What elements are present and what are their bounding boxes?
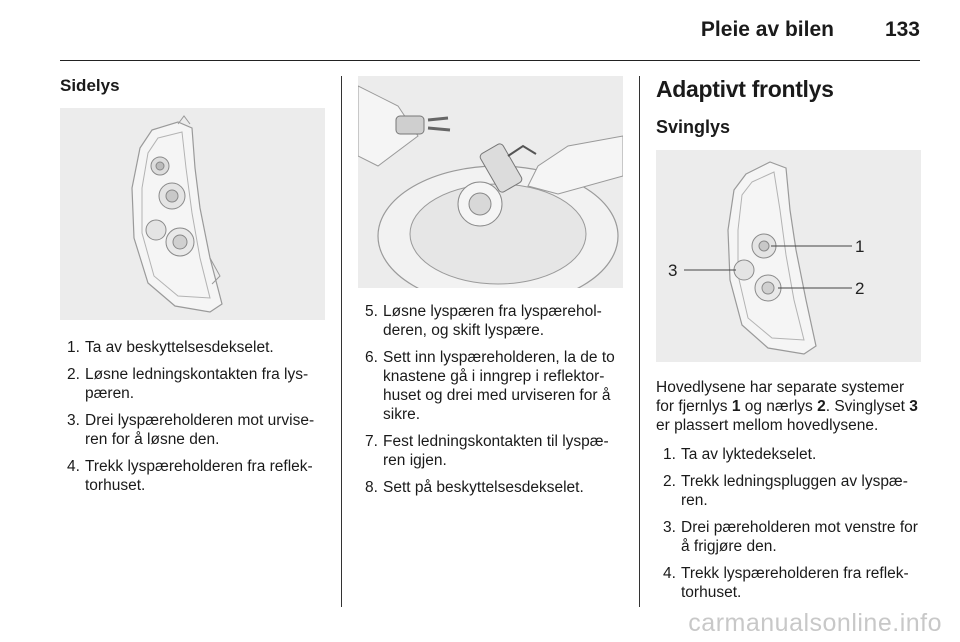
subheading-svinglys: Svinglys — [656, 117, 731, 137]
steps-list — [60, 338, 325, 495]
figure-headlamp-callouts — [656, 150, 921, 362]
column-adaptive-frontlight — [656, 76, 921, 610]
list-item: 8. Sett på beskyttelsesdekselet. — [365, 479, 584, 496]
page-number: 133 — [884, 18, 920, 41]
list-item: 3. Drei pæreholderen mot venstre for å frigjøre den. — [663, 519, 918, 555]
section-heading-adaptivt-frontlys: Adaptivt frontlys — [656, 76, 834, 102]
page-header — [60, 0, 920, 61]
column-divider — [341, 76, 342, 607]
bulb-replacement-illustration — [358, 76, 623, 288]
list-item: 5. Løsne lyspæren fra lyspærehol-deren, og skift lyspære. — [365, 303, 602, 339]
figure-headlamp-rear — [60, 108, 325, 320]
figure-bulb-replacement — [358, 76, 623, 288]
headlamp-callout-illustration — [656, 150, 921, 362]
list-item: 7. Fest ledningskontakten til lyspæ-ren igjen. — [365, 433, 609, 469]
column-divider — [639, 76, 640, 607]
section-heading-sidelys: Sidelys — [60, 76, 120, 95]
list-item: 4. Trekk lyspæreholderen fra reflek-torhuset. — [663, 565, 909, 601]
callout-1: 1 — [855, 237, 865, 256]
list-item: 1. Ta av beskyttelsesdekselet. — [67, 339, 274, 356]
page-title: Pleie av bilen — [700, 18, 834, 41]
callout-3: 3 — [668, 261, 678, 280]
list-item: 2. Løsne ledningskontakten fra lys-pæren. — [67, 366, 309, 402]
watermark: carmanualsonline.info — [688, 609, 942, 637]
intro-paragraph: Hovedlysene har separate systemer for fjernlys 1 og nærlys 2. Svinglyset 3 er plassert mellom hovedlysene. — [656, 379, 918, 434]
list-item: 4. Trekk lyspæreholderen fra reflek-torhuset. — [67, 458, 313, 494]
column-sidelys — [60, 76, 325, 503]
list-item: 3. Drei lyspæreholderen mot urvise-ren for å løsne den. — [67, 412, 315, 448]
list-item: 6. Sett inn lyspæreholderen, la de to knastene gå i inngrep i reflektor-huset og drei med urviseren for å sikre. — [365, 349, 615, 423]
steps-list — [358, 302, 623, 497]
column-steps-continued — [358, 76, 623, 505]
list-item: 2. Trekk ledningspluggen av lyspæ-ren. — [663, 473, 908, 509]
list-item: 1. Ta av lyktedekselet. — [663, 446, 817, 463]
steps-list — [656, 445, 921, 602]
headlamp-illustration — [60, 108, 325, 320]
callout-2: 2 — [855, 279, 865, 298]
